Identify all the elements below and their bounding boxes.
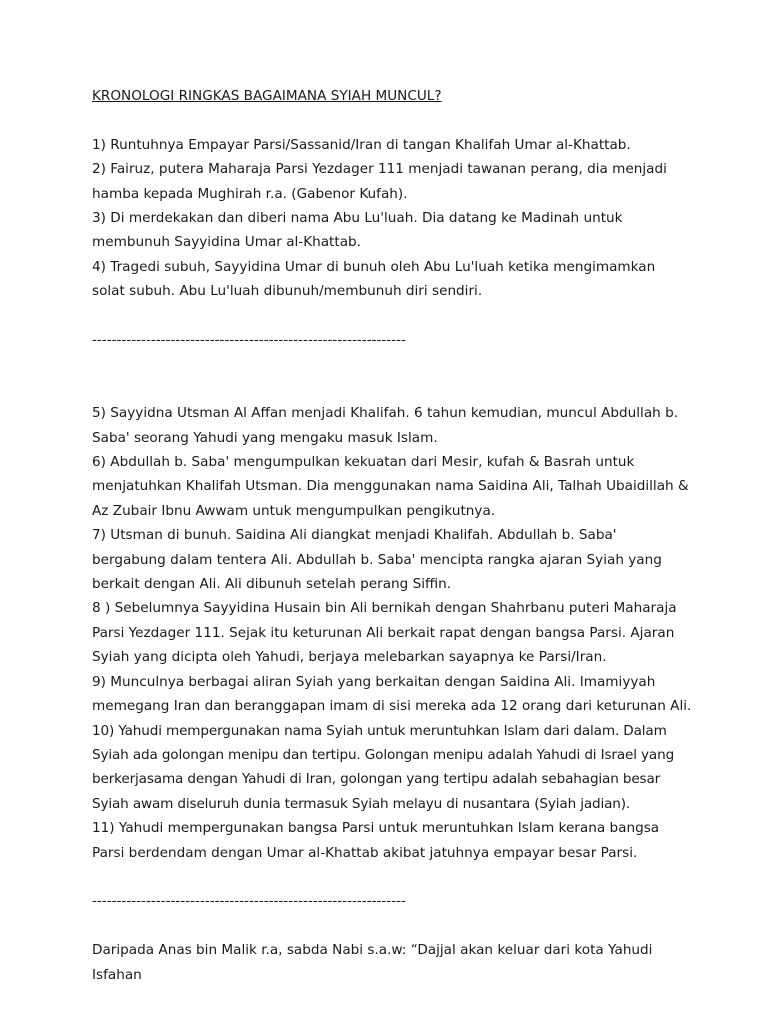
blank-line: [92, 108, 692, 132]
blank-line: [92, 377, 692, 401]
section-separator: ----------------------------------------------------------------: [92, 893, 406, 910]
chronology-item-7: 7) Utsman di bunuh. Saidina Ali diangkat menjadi Khalifah. Abdullah b. Saba' bergabung dalam tentera Ali. Abdullah b. Saba' mencipta rangka ajaran Syiah yang berkait dengan Ali. Ali dibunuh setelah perang Siffin.: [92, 527, 662, 593]
document-title: KRONOLOGI RINGKAS BAGAIMANA SYIAH MUNCUL?: [92, 88, 442, 104]
chronology-item-2: 2) Fairuz, putera Maharaja Parsi Yezdager 111 menjadi tawanan perang, dia menjadi hamba kepada Mughirah r.a. (Gabenor Kufah).: [92, 161, 667, 202]
chronology-item-8: 8 ) Sebelumnya Sayyidina Husain bin Ali bernikah dengan Shahrbanu puteri Maharaja Parsi Yezdager 111. Sejak itu keturunan Ali berkait rapat dengan bangsa Parsi. Ajaran Syiah yang dicipta oleh Yahudi, berjaya melebarkan sayapnya ke Parsi/Iran.: [92, 600, 677, 666]
chronology-item-1: 1) Runtuhnya Empayar Parsi/Sassanid/Iran di tangan Khalifah Umar al-Khattab.: [92, 136, 631, 153]
chronology-item-4: 4) Tragedi subuh, Sayyidina Umar di bunuh oleh Abu Lu'luah ketika mengimamkan solat subuh. Abu Lu'luah dibunuh/membunuh diri sendiri.: [92, 258, 656, 300]
blank-line: [92, 914, 692, 938]
chronology-item-11: 11) Yahudi mempergunakan bangsa Parsi untuk meruntuhkan Islam kerana bangsa Parsi berdendam dengan Umar al-Khattab akibat jatuhnya empayar besar Parsi.: [92, 820, 660, 861]
chronology-item-5: 5) Sayyidna Utsman Al Affan menjadi Khalifah. 6 tahun kemudian, muncul Abdullah b. Saba' seorang Yahudi yang mengaku masuk Islam.: [92, 405, 679, 446]
section-separator: ----------------------------------------------------------------: [92, 332, 406, 349]
chronology-item-9: 9) Munculnya berbagai aliran Syiah yang berkaitan dengan Saidina Ali. Imamiyyah memegang Iran dan beranggapan imam di sisi mereka ada 12 orang dari keturunan Ali.: [92, 673, 692, 715]
chronology-item-6: 6) Abdullah b. Saba' mengumpulkan kekuatan dari Mesir, kufah & Basrah untuk menjatuhkan Khalifah Utsman. Dia menggunakan nama Saidina Ali, Talhah Ubaidillah & Az Zubair Ibnu Awwam untuk mengumpulkan pengikutnya.: [92, 454, 689, 519]
chronology-item-3: 3) Di merdekakan dan diberi nama Abu Lu'luah. Dia datang ke Madinah untuk membunuh Sayyidina Umar al-Khattab.: [92, 210, 623, 251]
document-body: [92, 84, 692, 987]
blank-line: [92, 865, 692, 889]
chronology-item-10: 10) Yahudi mempergunakan nama Syiah untuk meruntuhkan Islam dari dalam. Dalam Syiah ada golongan menipu dan tertipu. Golongan menipu adalah Yahudi di Israel yang berkerjasama dengan Yahudi di Iran, golongan yang tertipu adalah sebahagian besar Syiah awam diseluruh dunia termasuk Syiah melayu di nusantara (Syiah jadian).: [92, 722, 675, 812]
closing-hadith-line: Daripada Anas bin Malik r.a, sabda Nabi s.a.w: “Dajjal akan keluar dari kota Yahudi Isfahan: [92, 942, 653, 983]
blank-line: [92, 352, 692, 376]
blank-line: [92, 304, 692, 328]
